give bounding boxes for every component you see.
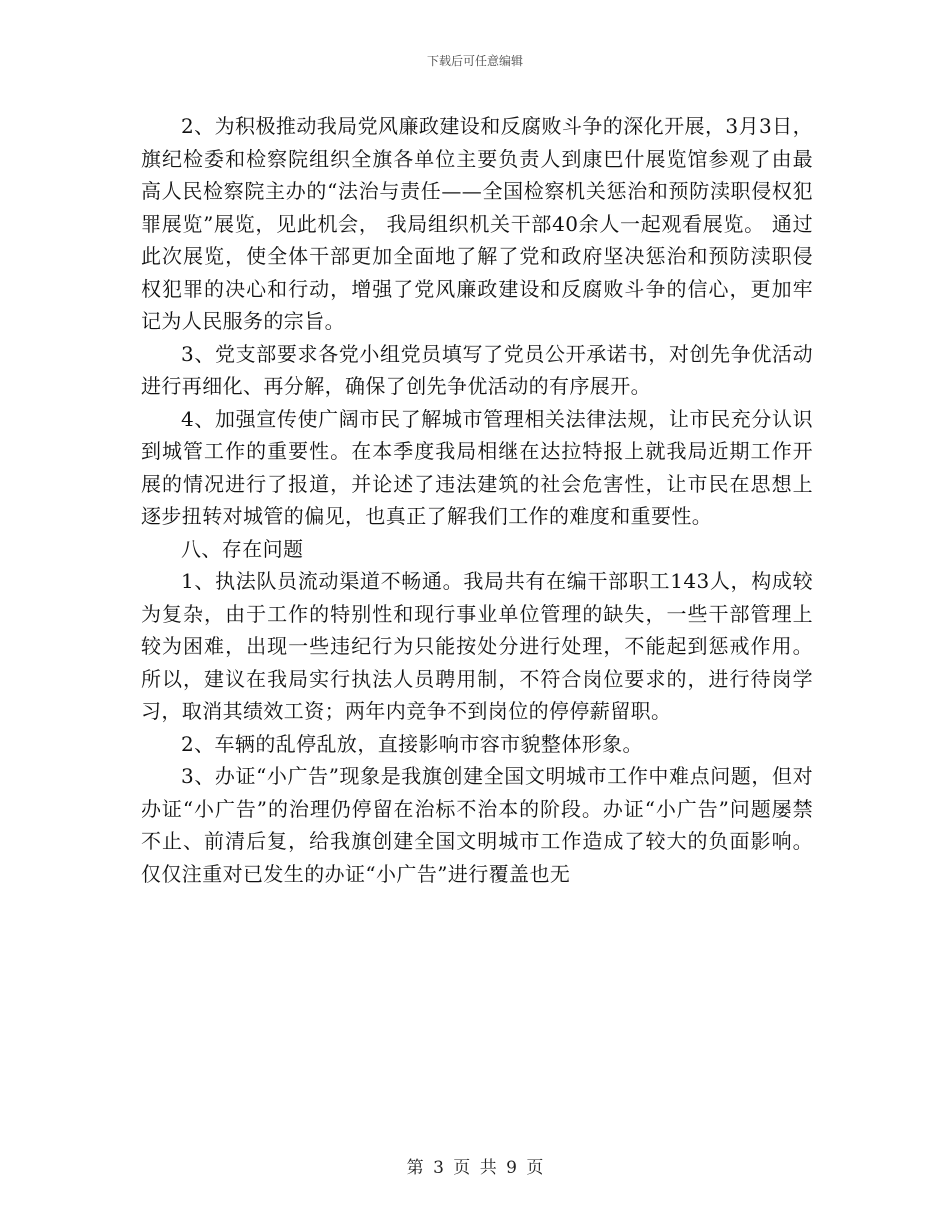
section-heading-problems: 八、存在问题 [181,536,304,561]
paragraph-party-commitment: 3、党支部要求各党小组党员填写了党员公开承诺书，对创先争优活动进行再细化、再分解，确保了创先争优活动的有序展开。 [141,341,813,398]
paragraph-staff-mobility: 1、执法队员流动渠道不畅通。我局共有在编干部职工143人，构成较为复杂，由于工作的特别性和现行事业单位管理的缺失，一些干部管理上较为困难，出现一些违纪行为只能按处分进行处理，不能起到惩戒作用。所以，建议在我局实行执法人员聘用制，不符合岗位要求的，进行待岗学习，取消其绩效工资；两年内竞争不到岗位的停停薪留职。 [141,569,813,723]
page-number-footer: 第 3 页 共 9 页 [406,1158,544,1178]
paragraph-small-ads: 3、办证“小广告”现象是我旗创建全国文明城市工作中难点问题，但对办证“小广告”的治理仍停留在治标不治本的阶段。办证“小广告”问题屡禁不止、前清后复，给我旗创建全国文明城市工作造成了较大的负面影响。仅仅注重对已发生的办证“小广告”进行覆盖也无 [141,764,813,886]
paragraph-inspection-exhibition: 2、为积极推动我局党风廉政建设和反腐败斗争的深化开展，3月3日，旗纪检委和检察院组织全旗各单位主要负责人到康巴什展览馆参观了由最高人民检察院主办的“法治与责任——全国检察机关惩治和预防渎职侵权犯罪展览”展览，见此机会， 我局组织机关干部40余人一起观看展览。 通过此次展览，使全体干部更加全面地了解了党和政府坚决惩治和预防渎职侵权犯罪的决心和行动，增强了党风廉政建设和反腐败斗争的信心，更加牢记为人民服务的宗旨。 [141,114,813,333]
page-header: 下载后可任意编辑 [426,54,523,68]
paragraph-publicity: 4、加强宣传使广阔市民了解城市管理相关法律法规，让市民充分认识到城管工作的重要性。在本季度我局相继在达拉特报上就我局近期工作开展的情况进行了报道，并论述了违法建筑的社会危害性，让市民在思想上逐步扭转对城管的偏见，也真正了解我们工作的难度和重要性。 [141,406,813,528]
document-body [141,110,813,890]
paragraph-vehicle-parking: 2、车辆的乱停乱放，直接影响市容市貌整体形象。 [181,731,643,756]
